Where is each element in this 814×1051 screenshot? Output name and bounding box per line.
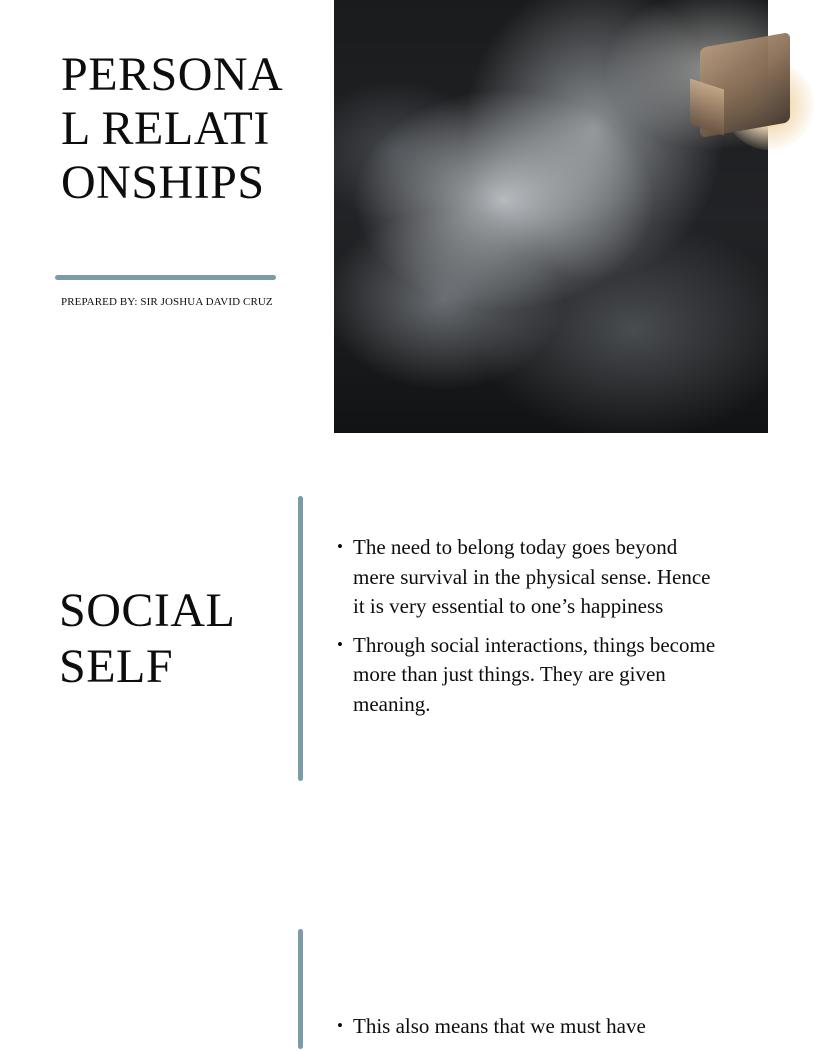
- smoke-and-spotlight-photo: [334, 0, 768, 433]
- bullet-list: [337, 533, 722, 728]
- slide-partial: [0, 870, 768, 1038]
- bullet-item: • This also means that we must have: [337, 1012, 722, 1042]
- bullet-list: [337, 1012, 722, 1051]
- vertical-divider: [298, 929, 303, 1049]
- prepared-by-text: PREPARED BY: SIR JOSHUA DAVID CRUZ: [61, 296, 273, 308]
- section-title: SOCIAL SELF: [59, 584, 234, 693]
- vertical-divider: [298, 496, 303, 781]
- stage-light-barn-door: [690, 78, 724, 135]
- slide-title: [0, 0, 768, 433]
- slide-social-self: [0, 433, 768, 870]
- bullet-item: • Through social interactions, things become more than just things. They are given meaning.: [337, 631, 722, 720]
- slide-title-heading: PERSONAL RELATIONSHIPS: [61, 48, 284, 209]
- title-underline: [55, 275, 276, 280]
- bullet-item: • The need to belong today goes beyond mere survival in the physical sense. Hence it is very essential to one’s happiness: [337, 533, 722, 622]
